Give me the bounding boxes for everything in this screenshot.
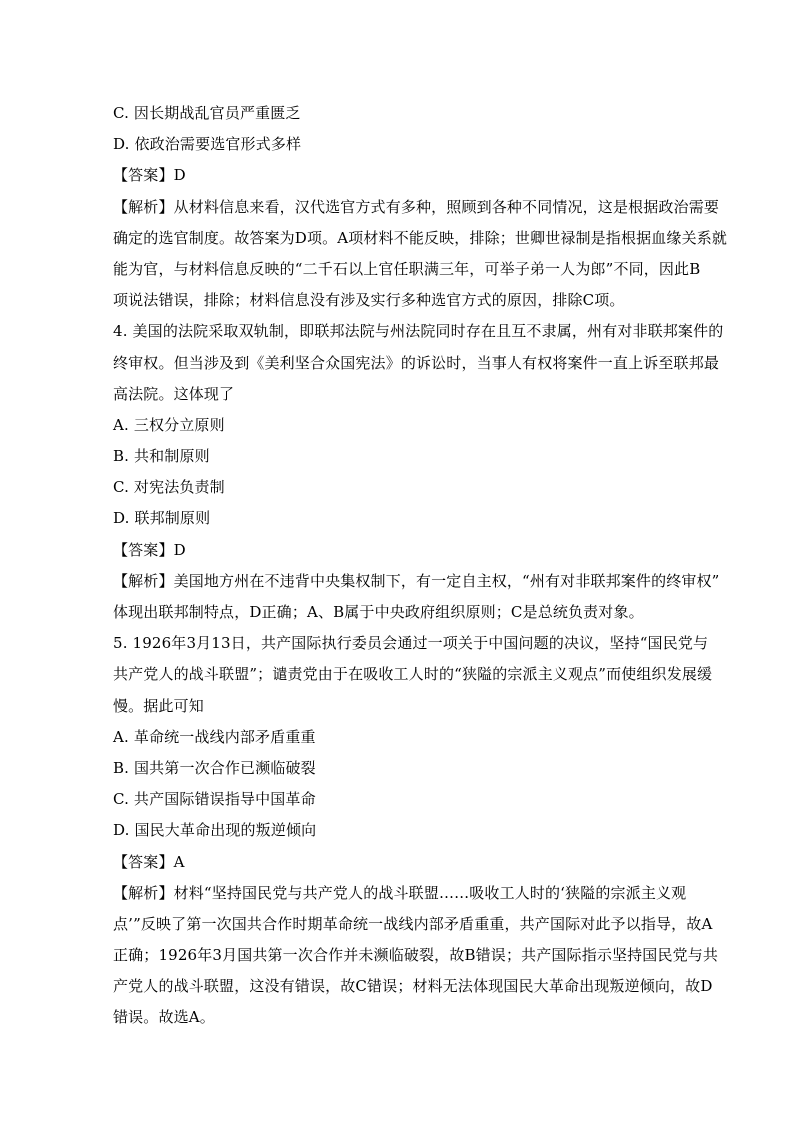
answer-prev: 【答案】D: [113, 166, 186, 185]
option-d-prev: D. 依政治需要选官形式多样: [113, 135, 302, 154]
q4-option-b: B. 共和制原则: [113, 447, 210, 466]
q5-analysis-5: 错误。故选A。: [113, 1008, 215, 1027]
analysis-prev-2: 确定的选官制度。故答案为D项。A项材料不能反映，排除；世卿世禄制是指根据血缘关系就: [113, 228, 728, 247]
q5-analysis-4: 产党人的战斗联盟，这没有错误，故C错误；材料无法体现国民大革命出现叛逆倾向，故D: [113, 977, 713, 996]
q4-stem-1: 4. 美国的法院采取双轨制，即联邦法院与州法院同时存在且互不隶属，州有对非联邦案件的: [113, 322, 724, 341]
q5-option-b: B. 国共第一次合作已濒临破裂: [113, 758, 316, 777]
q5-stem-2: 共产党人的战斗联盟”；谴责党由于在吸收工人时的“狭隘的宗派主义观点”而使组织发展缓: [113, 665, 713, 684]
analysis-prev-4: 项说法错误，排除；材料信息没有涉及实行多种选官方式的原因，排除C项。: [113, 291, 625, 310]
q5-option-c: C. 共产国际错误指导中国革命: [113, 790, 316, 809]
q4-stem-3: 高法院。这体现了: [113, 384, 235, 403]
q5-analysis-3: 正确；1926年3月国共第一次合作并未濒临破裂，故B错误；共产国际指示坚持国民党与共: [113, 946, 719, 965]
q4-option-d: D. 联邦制原则: [113, 509, 211, 528]
q5-analysis-1: 【解析】材料“坚持国民党与共产党人的战斗联盟……吸收工人时的‘狭隘的宗派主义观: [113, 883, 687, 902]
q4-option-a: A. 三权分立原则: [113, 415, 225, 434]
analysis-prev-3: 能为官，与材料信息反映的“二千石以上官任职满三年，可举子弟一人为郎”不同，因此B: [113, 259, 701, 278]
q4-analysis-2: 体现出联邦制特点，D正确；A、B属于中央政府组织原则；C是总统负责对象。: [113, 603, 644, 621]
document-body: [113, 98, 728, 1034]
q5-option-d: D. 国民大革命出现的叛逆倾向: [113, 821, 317, 840]
analysis-prev-1: 【解析】从材料信息来看，汉代选官方式有多种，照顾到各种不同情况，这是根据政治需要: [113, 197, 720, 216]
q5-stem-3: 慢。据此可知: [113, 696, 204, 715]
q5-stem-1: 5. 1926年3月13日，共产国际执行委员会通过一项关于中国问题的决议，坚持“国民党与: [113, 634, 709, 653]
option-c-prev: C. 因长期战乱官员严重匮乏: [113, 104, 301, 122]
q5-answer: 【答案】A: [113, 852, 185, 871]
q4-option-c: C. 对宪法负责制: [113, 478, 225, 497]
q5-option-a: A. 革命统一战线内部矛盾重重: [113, 727, 316, 746]
q4-answer: 【答案】D: [113, 540, 186, 559]
q5-analysis-2: 点’”反映了第一次国共合作时期革命统一战线内部矛盾重重，共产国际对此予以指导，故A: [113, 914, 713, 933]
q4-analysis-1: 【解析】美国地方州在不违背中央集权制下，有一定自主权，“州有对非联邦案件的终审权”: [113, 571, 720, 590]
q4-stem-2: 终审权。但当涉及到《美利坚合众国宪法》的诉讼时，当事人有权将案件一直上诉至联邦最: [113, 353, 720, 372]
